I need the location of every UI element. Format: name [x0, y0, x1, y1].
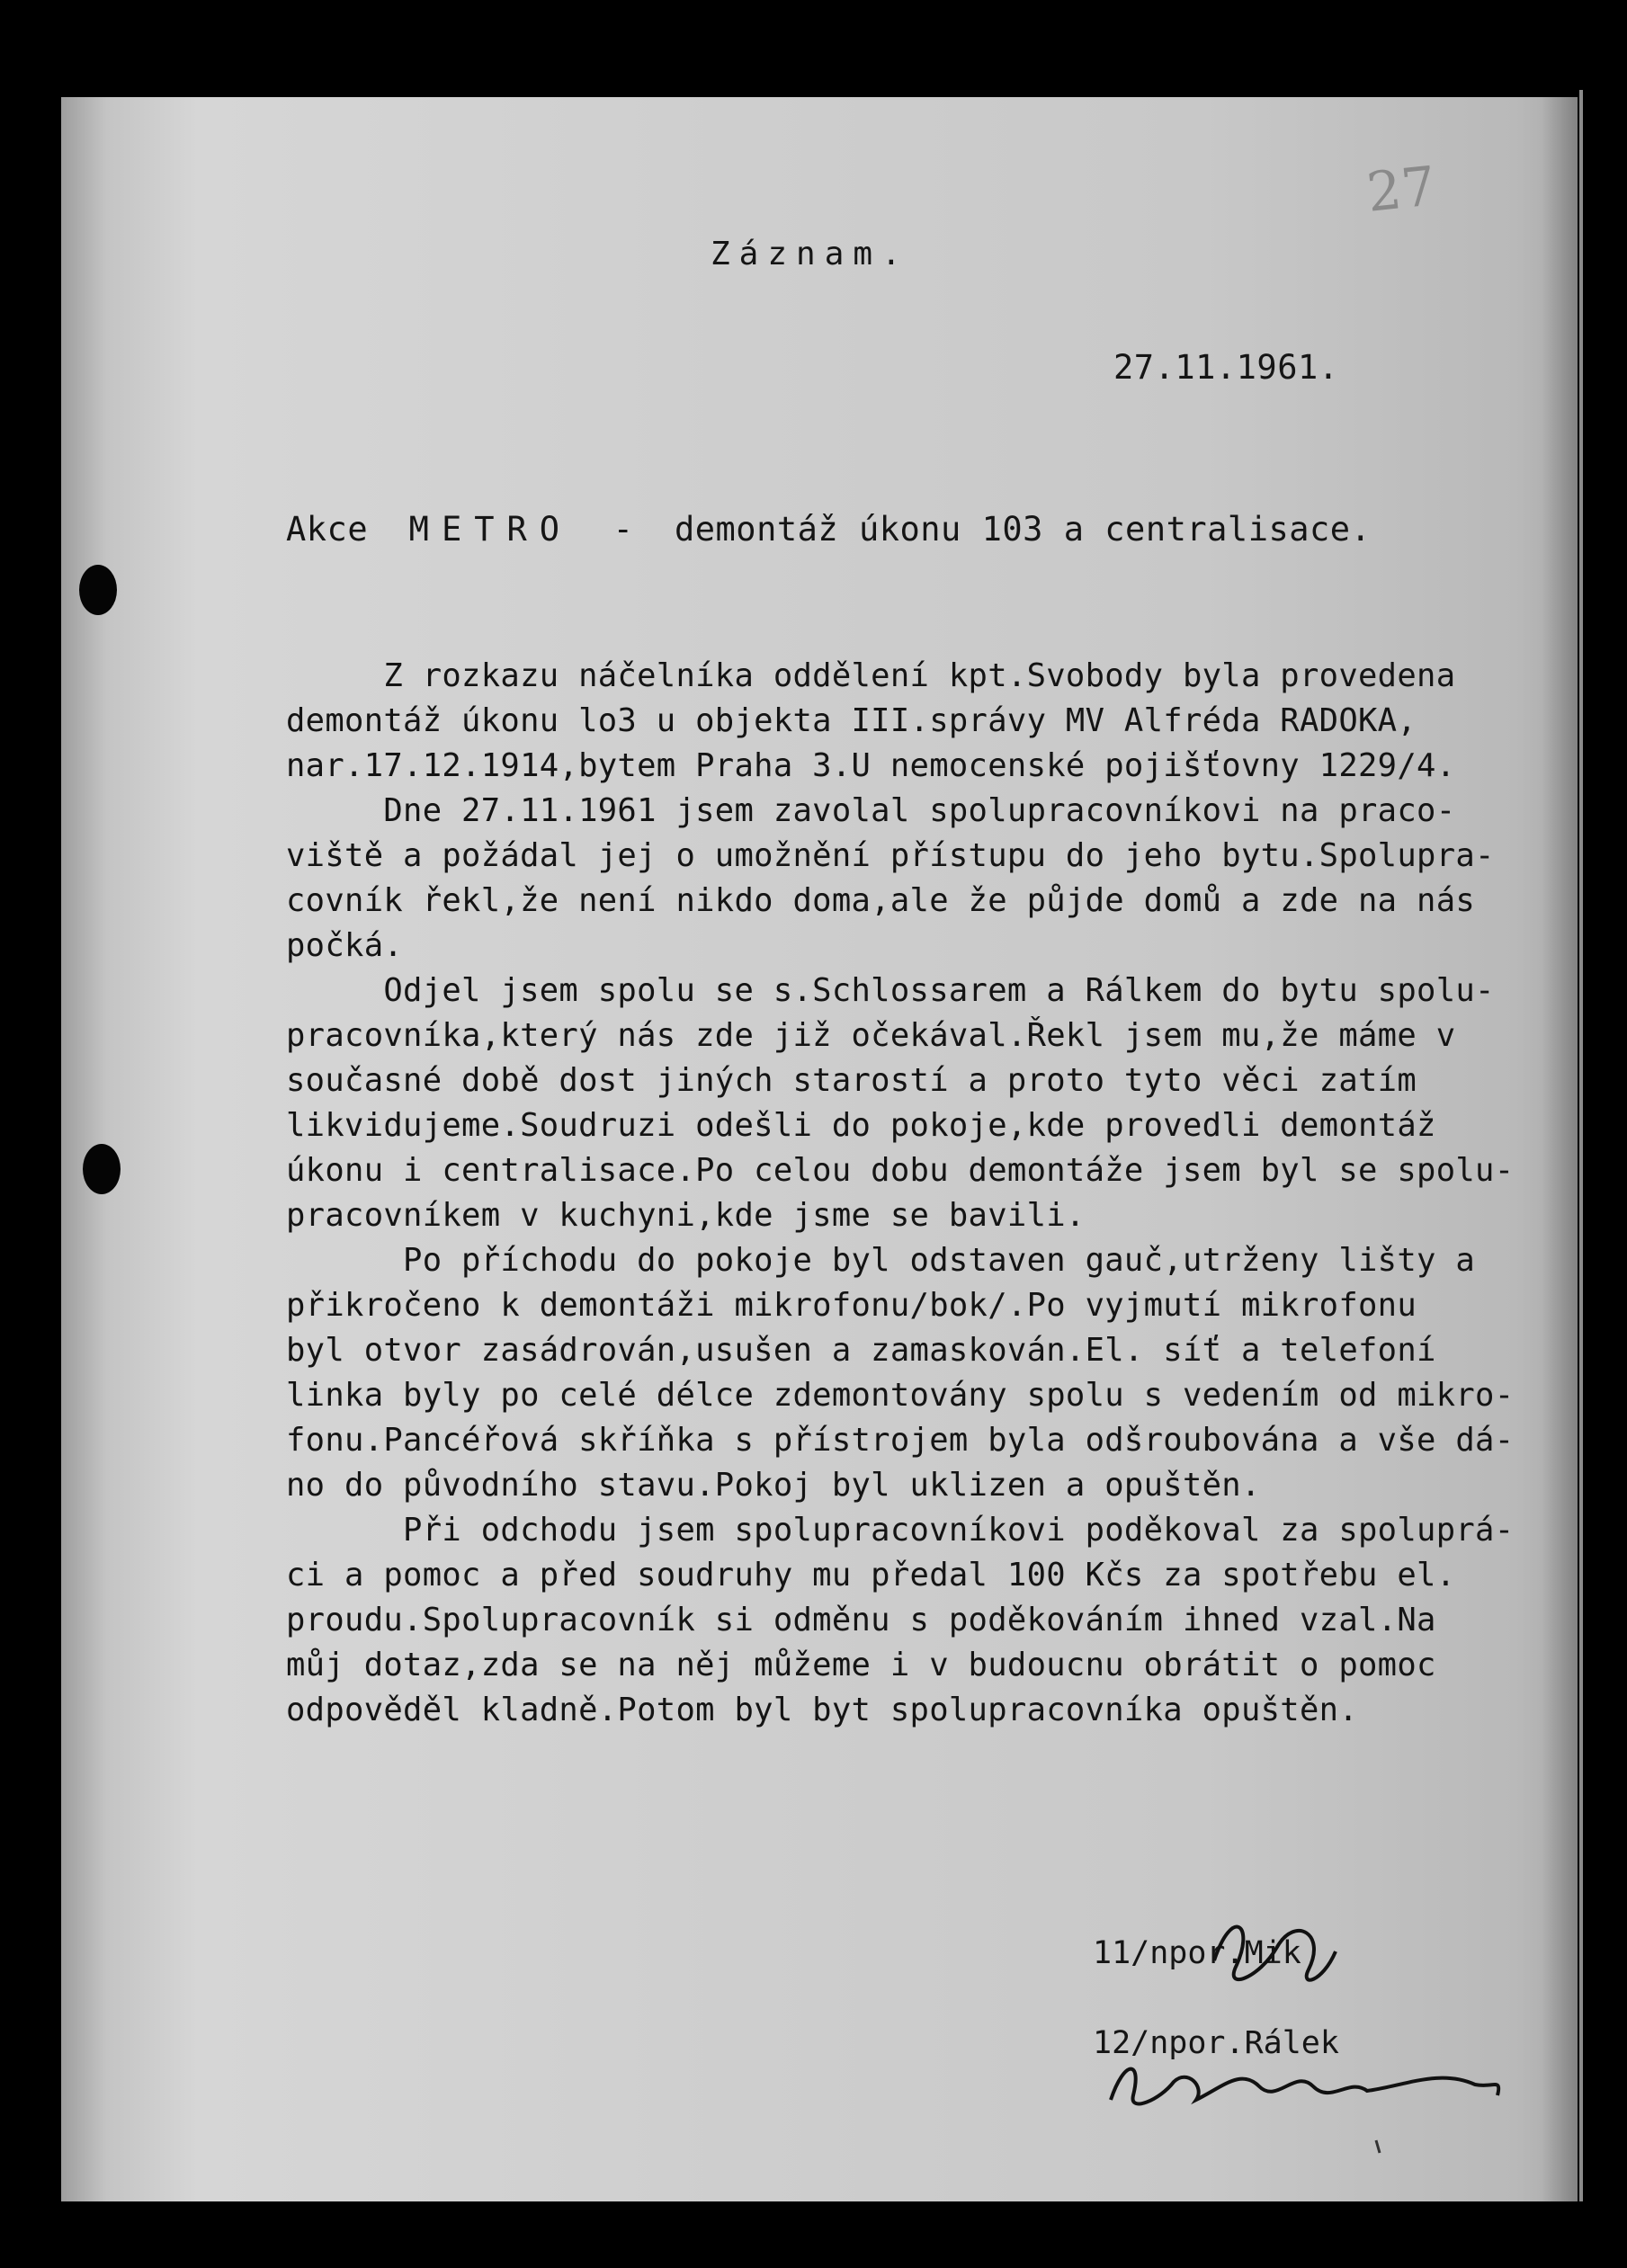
body-line: současné době dost jiných starostí a proto tyto věci zatím: [286, 1062, 1417, 1099]
document-title: Záznam.: [711, 236, 910, 272]
body-line: demontáž úkonu lo3 u objekta III.správy MV Alfréda RADOKA,: [286, 702, 1417, 739]
subject-description: demontáž úkonu 103 a centralisace.: [674, 510, 1372, 549]
body-line: linka byly po celé délce zdemontovány spolu s vedením od mikro-: [286, 1377, 1515, 1414]
punch-hole: [83, 1144, 121, 1194]
body-line: pracovníka,který nás zde již očekával.Řekl jsem mu,že máme v: [286, 1017, 1456, 1054]
punch-hole: [79, 565, 117, 615]
signatory-1: 11/npor.Mik: [1093, 1935, 1301, 1971]
body-line: odpověděl kladně.Potom byl byt spolupracovníka opuštěn.: [286, 1692, 1359, 1728]
body-line: proudu.Spolupracovník si odměnu s poděkováním ihned vzal.Na: [286, 1602, 1436, 1638]
body-line: Odjel jsem spolu se s.Schlossarem a Rálkem do bytu spolu-: [286, 972, 1495, 1009]
document-date: 27.11.1961.: [1113, 348, 1339, 387]
page-shadow: [1542, 97, 1578, 2201]
document-body: [286, 654, 1515, 1733]
archive-page-number: 27: [1363, 155, 1439, 225]
body-line: viště a požádal jej o umožnění přístupu do jeho bytu.Spolupra-: [286, 837, 1495, 874]
body-line: nar.17.12.1914,bytem Praha 3.U nemocenské pojišťovny 1229/4.: [286, 747, 1456, 784]
body-line: pracovníkem v kuchyni,kde jsme se bavili.: [286, 1197, 1086, 1234]
signatory-2: 12/npor.Rálek: [1093, 2025, 1339, 2061]
body-line: počká.: [286, 927, 404, 964]
body-line: Z rozkazu náčelníka oddělení kpt.Svobody byla provedena: [286, 657, 1456, 694]
body-line: fonu.Pancéřová skříňka s přístrojem byla odšroubována a vše dá-: [286, 1422, 1515, 1459]
page-edge: [1579, 90, 1583, 2201]
body-line: covník řekl,že není nikdo doma,ale že půjde domů a zde na nás: [286, 882, 1476, 919]
body-line: no do původního stavu.Pokoj byl uklizen a opuštěn.: [286, 1467, 1261, 1504]
body-line: úkonu i centralisace.Po celou dobu demontáže jsem byl se spolu-: [286, 1152, 1515, 1189]
body-line: můj dotaz,zda se na něj můžeme i v budoucnu obrátit o pomoc: [286, 1647, 1436, 1683]
body-line: ci a pomoc a před soudruhy mu předal 100 Kčs za spotřebu el.: [286, 1557, 1456, 1594]
subject-separator: -: [612, 510, 634, 549]
body-line: přikročeno k demontáži mikrofonu/bok/.Po vyjmutí mikrofonu: [286, 1287, 1417, 1324]
subject-line: [286, 510, 1372, 549]
body-line: Po příchodu do pokoje byl odstaven gauč,utrženy lišty a: [286, 1242, 1476, 1279]
body-line: Při odchodu jsem spolupracovníkovi poděkoval za spoluprá-: [286, 1512, 1515, 1549]
body-line: byl otvor zasádrován,usušen a zamaskován.El. síť a telefoní: [286, 1332, 1436, 1369]
operation-name: METRO: [408, 510, 573, 549]
body-line: likvidujeme.Soudruzi odešli do pokoje,kde provedli demontáž: [286, 1107, 1436, 1144]
subject-akce-label: Akce: [286, 510, 369, 549]
body-line: Dne 27.11.1961 jsem zavolal spolupracovníkovi na praco-: [286, 792, 1456, 829]
